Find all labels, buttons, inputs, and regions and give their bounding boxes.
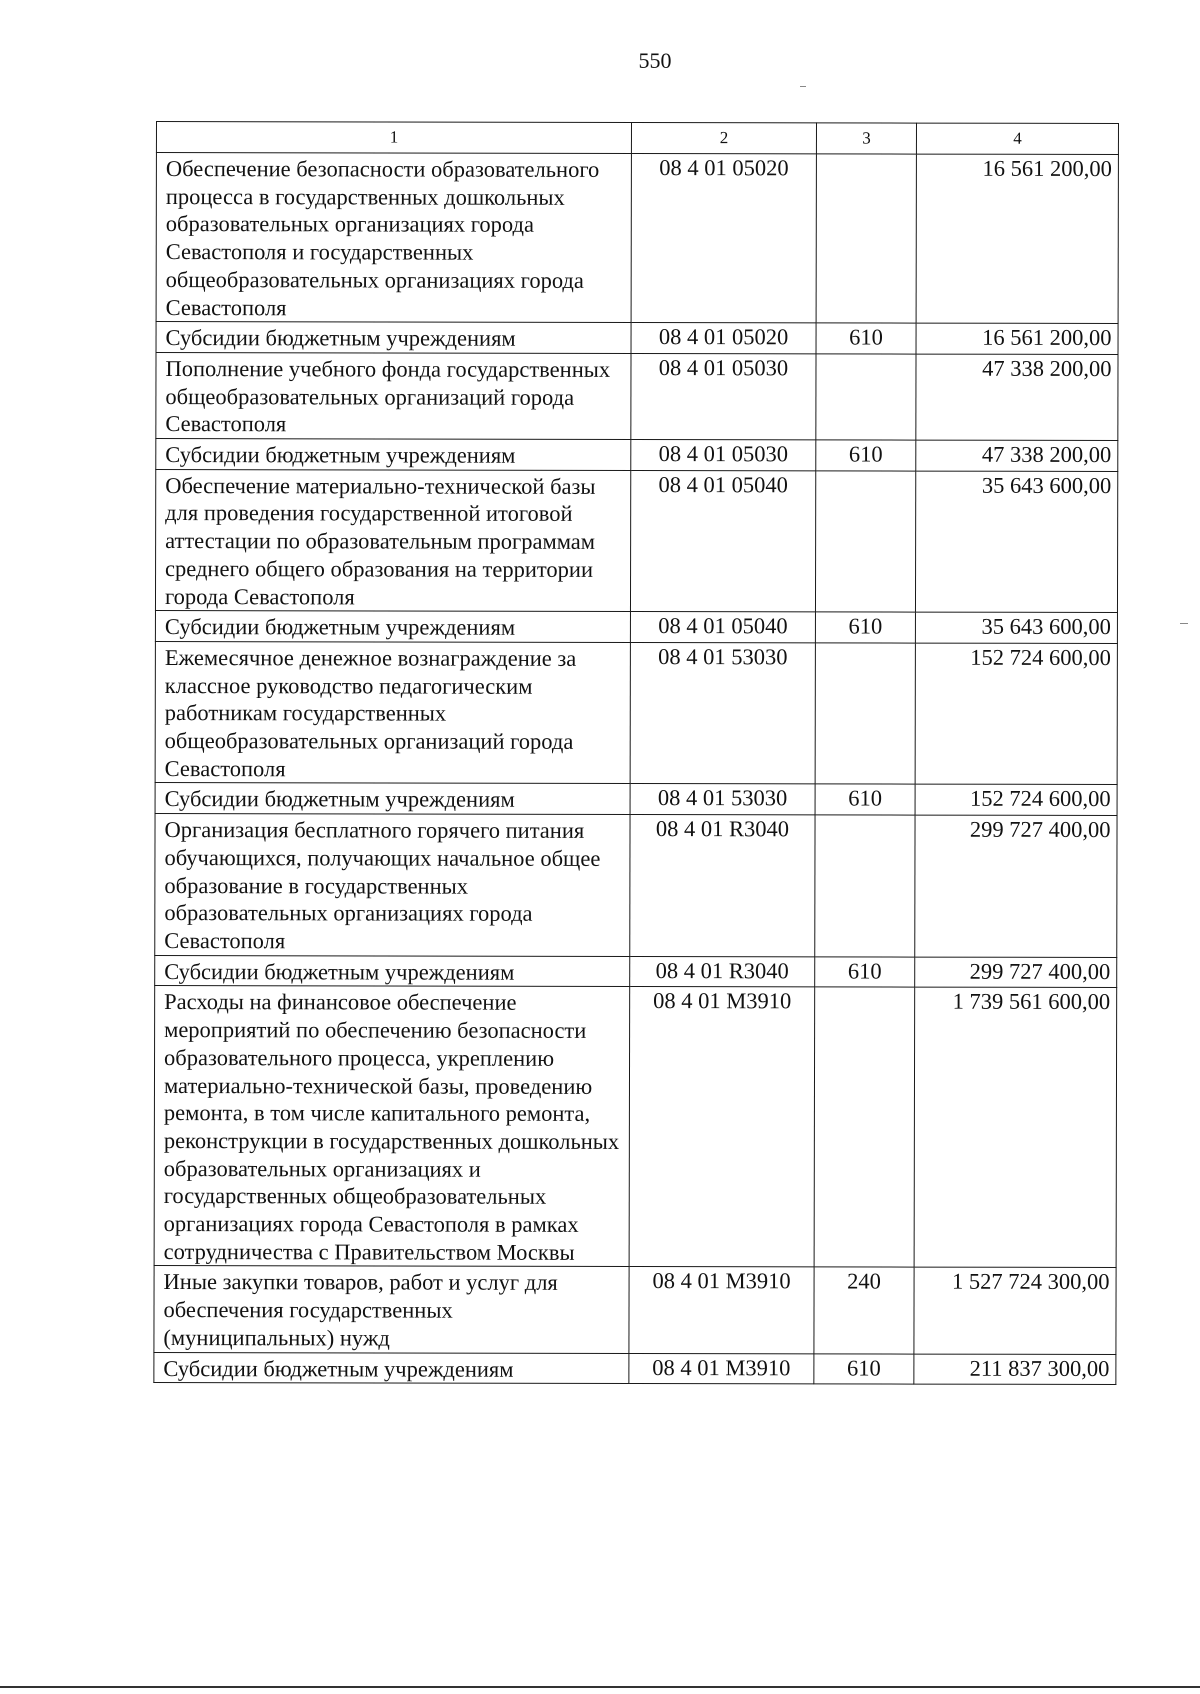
row-code: 08 4 01 53030 bbox=[630, 784, 815, 815]
row-name: Субсидии бюджетным учреждениям bbox=[154, 1352, 629, 1384]
scan-speck bbox=[1180, 623, 1188, 624]
page-number: 550 bbox=[638, 48, 672, 73]
row-code: 08 4 01 05030 bbox=[631, 440, 816, 471]
scan-edge-line bbox=[0, 1686, 1200, 1688]
table-row bbox=[156, 153, 1118, 324]
row-type bbox=[815, 471, 915, 613]
row-type bbox=[815, 815, 915, 957]
column-header-3: 3 bbox=[816, 123, 916, 154]
row-name: Пополнение учебного фонда государственных общеобразовательных организаций города Севастополя bbox=[156, 352, 631, 439]
table-row bbox=[156, 439, 1118, 472]
table-row bbox=[155, 469, 1117, 613]
row-amount: 47 338 200,00 bbox=[916, 354, 1118, 441]
column-header-2: 2 bbox=[631, 122, 816, 153]
row-amount: 1 739 561 600,00 bbox=[914, 987, 1117, 1267]
row-name: Ежемесячное денежное вознаграждение за классное руководство педагогическим работникам государственных общеобразовательных организаций города Севастополя bbox=[155, 641, 630, 784]
row-amount: 152 724 600,00 bbox=[915, 643, 1117, 785]
row-type: 240 bbox=[814, 1267, 914, 1353]
row-amount: 211 837 300,00 bbox=[914, 1354, 1116, 1385]
row-type: 610 bbox=[815, 784, 915, 815]
row-name: Субсидии бюджетным учреждениям bbox=[155, 611, 630, 643]
table-row bbox=[154, 986, 1117, 1268]
row-name: Организация бесплатного горячего питания обучающихся, получающих начальное общее образование в государственных образовательных организациях города Севастополя bbox=[155, 814, 630, 957]
row-name: Субсидии бюджетным учреждениям bbox=[156, 439, 631, 471]
row-type: 610 bbox=[815, 957, 915, 988]
table-row bbox=[155, 641, 1117, 785]
row-name: Обеспечение безопасности образовательного процесса в государственных дошкольных образовательных организациях города Севастополя и государственных общеобразовательных организациях города Севастополя bbox=[156, 153, 631, 323]
row-type: 610 bbox=[816, 323, 916, 354]
row-amount: 16 561 200,00 bbox=[916, 323, 1118, 354]
table-row bbox=[156, 352, 1118, 440]
row-code: 08 4 01 05020 bbox=[631, 323, 816, 354]
row-amount: 299 727 400,00 bbox=[915, 957, 1117, 988]
table-row bbox=[155, 814, 1117, 958]
row-code: 08 4 01 05040 bbox=[630, 612, 815, 643]
row-type bbox=[815, 643, 915, 785]
column-header-4: 4 bbox=[916, 123, 1118, 154]
row-type: 610 bbox=[814, 1353, 914, 1384]
row-name: Субсидии бюджетным учреждениям bbox=[155, 955, 630, 987]
row-code: 08 4 01 М3910 bbox=[629, 987, 815, 1267]
row-type bbox=[814, 987, 915, 1267]
row-amount: 299 727 400,00 bbox=[915, 815, 1117, 957]
row-type: 610 bbox=[815, 612, 915, 643]
row-code: 08 4 01 R3040 bbox=[630, 815, 815, 957]
row-amount: 152 724 600,00 bbox=[915, 785, 1117, 816]
row-type bbox=[816, 154, 916, 323]
row-name: Субсидии бюджетным учреждениям bbox=[156, 322, 631, 354]
row-code: 08 4 01 05030 bbox=[631, 353, 816, 439]
row-amount: 16 561 200,00 bbox=[916, 154, 1118, 324]
row-type bbox=[816, 354, 916, 440]
table-row bbox=[156, 322, 1118, 355]
row-code: 08 4 01 53030 bbox=[630, 642, 815, 784]
row-code: 08 4 01 05020 bbox=[631, 153, 816, 323]
row-code: 08 4 01 05040 bbox=[630, 470, 815, 612]
row-name: Расходы на финансовое обеспечение мероприятий по обеспечению безопасности образовательного процесса, укреплению материально-технической базы, проведению ремонта, в том числе капитального ремонта, реконструкции в государственных дошкольных образовательных организациях и государственных общеобразовательных организациях города Севастополя в рамках сотрудничества с Правительством Москвы bbox=[154, 986, 630, 1267]
row-code: 08 4 01 М3910 bbox=[629, 1353, 814, 1384]
table-row bbox=[154, 1266, 1116, 1354]
row-amount: 35 643 600,00 bbox=[915, 471, 1117, 613]
row-amount: 47 338 200,00 bbox=[916, 440, 1118, 471]
table-header-row bbox=[156, 122, 1118, 155]
table-row bbox=[154, 1352, 1116, 1385]
table-row bbox=[155, 611, 1117, 644]
table-row bbox=[155, 955, 1117, 988]
row-name: Иные закупки товаров, работ и услуг для обеспечения государственных (муниципальных) нужд bbox=[154, 1266, 629, 1353]
budget-table bbox=[153, 121, 1119, 1385]
row-code: 08 4 01 R3040 bbox=[630, 956, 815, 987]
row-name: Обеспечение материально-технической базы для проведения государственной итоговой аттестации по образовательным программам среднего общего образования на территории города Севастополя bbox=[155, 469, 630, 612]
row-amount: 35 643 600,00 bbox=[915, 612, 1117, 643]
scan-speck bbox=[800, 86, 806, 87]
column-header-1: 1 bbox=[156, 122, 631, 154]
row-name: Субсидии бюджетным учреждениям bbox=[155, 783, 630, 815]
table-row bbox=[155, 783, 1117, 816]
row-amount: 1 527 724 300,00 bbox=[914, 1268, 1116, 1355]
row-code: 08 4 01 М3910 bbox=[629, 1267, 814, 1353]
row-type: 610 bbox=[816, 440, 916, 471]
